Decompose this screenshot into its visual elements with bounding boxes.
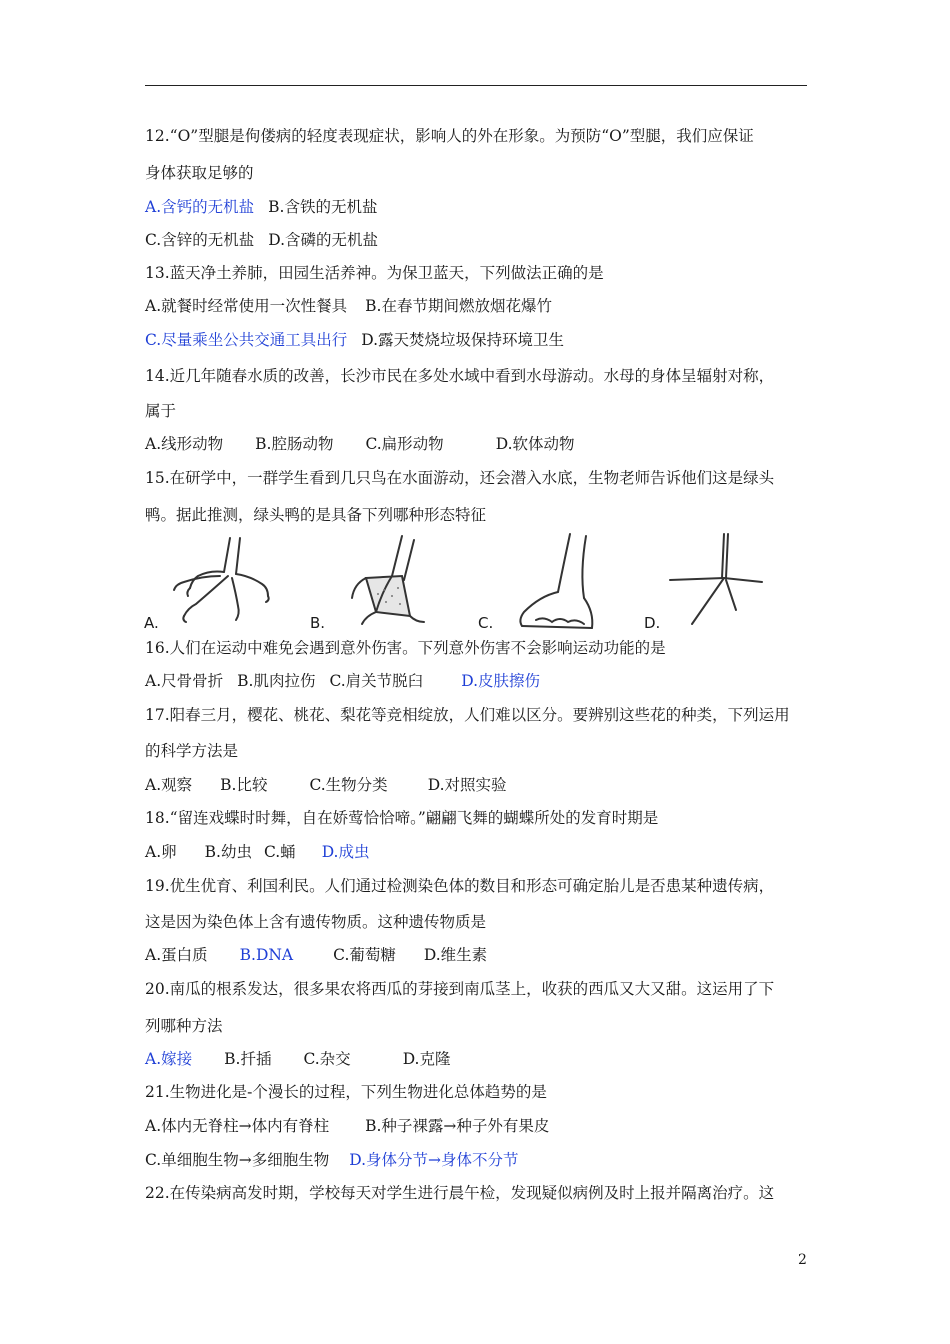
q19-options [145, 945, 487, 965]
wading-foot-drawing [640, 532, 780, 634]
q12-options-row1 [145, 197, 377, 217]
q14-options [145, 434, 575, 454]
q19-option-c: C.葡萄糖 [333, 946, 396, 964]
q20-stem-line1: 20.南瓜的根系发达，很多果农将西瓜的芽接到南瓜茎上，收获的西瓜又大又甜。这运用了下 [145, 980, 775, 998]
q16-option-d: D.皮肤擦伤 [461, 672, 541, 690]
bird-feet-figures [140, 532, 780, 634]
q14-option-b: B.腔肠动物 [255, 435, 334, 453]
q20-option-d: D.克隆 [402, 1050, 451, 1068]
q22-stem: 22.在传染病高发时期，学校每天对学生进行晨午检，发现疑似病例及时上报并隔离治疗。这 [145, 1184, 775, 1202]
q12-stem-line2: 身体获取足够的 [145, 164, 254, 182]
q14-option-c: C.扁形动物 [365, 435, 444, 453]
q16-option-a: A.尺骨骨折 [145, 672, 224, 690]
q20-stem-line2: 列哪种方法 [145, 1017, 223, 1035]
figure-c-label: C. [478, 614, 494, 632]
q19-option-d: D.维生素 [423, 946, 488, 964]
webbed-foot-drawing [306, 532, 446, 634]
q21-option-b: B.种子裸露→种子外有果皮 [365, 1117, 550, 1135]
q18-option-b: B.幼虫 [204, 843, 252, 861]
q13-stem: 13.蓝天净土养肺，田园生活养神。为保卫蓝天，下列做法正确的是 [145, 264, 604, 282]
q17-stem-line2: 的科学方法是 [145, 742, 239, 760]
q17-options [145, 775, 507, 795]
figure-a-talon [140, 532, 280, 634]
q19-option-a: A.蛋白质 [145, 946, 208, 964]
q13-option-d: D.露天焚烧垃圾保持环境卫生 [361, 331, 565, 349]
q12-option-b: B.含铁的无机盐 [268, 198, 378, 216]
q17-option-b: B.比较 [220, 776, 268, 794]
figure-d-label: D. [644, 614, 661, 632]
q19-option-b: B.DNA [239, 946, 294, 964]
page-number: 2 [798, 1252, 807, 1268]
q21-stem: 21.生物进化是-个漫长的过程，下列生物进化总体趋势的是 [145, 1083, 547, 1101]
q18-option-a: A.卵 [145, 843, 177, 861]
figure-c-scratching [474, 532, 614, 634]
figure-b-label: B. [310, 614, 326, 632]
q16-options [145, 671, 540, 691]
q14-option-d: D.软体动物 [495, 435, 575, 453]
q13-option-a: A.就餐时经常使用一次性餐具 [145, 297, 348, 315]
q12-option-d: D.含磷的无机盐 [268, 231, 379, 249]
q16-option-c: C.肩关节脱臼 [329, 672, 424, 690]
q13-option-c: C.尽量乘坐公共交通工具出行 [145, 331, 348, 349]
q13-option-b: B.在春节期间燃放烟花爆竹 [365, 297, 552, 315]
q21-option-c: C.单细胞生物→多细胞生物 [145, 1151, 330, 1169]
q16-option-b: B.肌肉拉伤 [237, 672, 316, 690]
q20-options [145, 1049, 451, 1069]
q13-options-row2 [145, 330, 564, 350]
q18-options [145, 842, 370, 862]
q17-option-c: C.生物分类 [309, 776, 388, 794]
q14-stem-line1: 14.近几年随春水质的改善，长沙市民在多处水域中看到水母游动。水母的身体呈辐射对称， [145, 367, 775, 385]
q18-option-c: C.蛹 [263, 843, 296, 861]
q21-option-a: A.体内无脊柱→体内有脊柱 [145, 1117, 330, 1135]
q19-stem-line1: 19.优生优育、利国利民。人们通过检测染色体的数目和形态可确定胎儿是否患某种遗传病， [145, 877, 775, 895]
talon-foot-drawing [140, 532, 280, 634]
q17-option-d: D.对照实验 [427, 776, 507, 794]
q13-options-row1 [145, 296, 552, 316]
figure-d-wading [640, 532, 780, 634]
q12-stem-line1: 12.“O”型腿是佝偻病的轻度表现症状，影响人的外在形象。为预防“O”型腿，我们应保证 [145, 127, 754, 145]
q21-options-row1 [145, 1116, 549, 1136]
q14-stem-line2: 属于 [145, 402, 177, 420]
q20-option-a: A.嫁接 [145, 1050, 193, 1068]
q12-option-c: C.含锌的无机盐 [145, 231, 255, 249]
q12-option-a: A.含钙的无机盐 [145, 198, 255, 216]
q12-options-row2 [145, 230, 378, 250]
q18-stem: 18.“留连戏蝶时时舞，自在娇莺恰恰啼。”翩翩飞舞的蝴蝶所处的发育时期是 [145, 809, 659, 827]
q20-option-c: C.杂交 [303, 1050, 351, 1068]
q15-stem-line2: 鸭。据此推测，绿头鸭的是具备下列哪种形态特征 [145, 506, 487, 524]
q14-option-a: A.线形动物 [145, 435, 224, 453]
q21-options-row2 [145, 1150, 519, 1170]
figure-b-webbed [306, 532, 446, 634]
q17-option-a: A.观察 [145, 776, 193, 794]
scratching-foot-drawing [474, 532, 614, 634]
figure-a-label: A. [144, 614, 159, 632]
q17-stem-line1: 17.阳春三月，樱花、桃花、梨花等竞相绽放，人们难以区分。要辨别这些花的种类，下列运用 [145, 706, 790, 724]
header-rule [145, 85, 807, 86]
q21-option-d: D.身体分节→身体不分节 [349, 1151, 519, 1169]
q16-stem: 16.人们在运动中难免会遇到意外伤害。下列意外伤害不会影响运动功能的是 [145, 639, 666, 657]
q15-stem-line1: 15.在研学中，一群学生看到几只鸟在水面游动，还会潜入水底，生物老师告诉他们这是绿头 [145, 469, 775, 487]
q19-stem-line2: 这是因为染色体上含有遗传物质。这种遗传物质是 [145, 913, 487, 931]
q18-option-d: D.成虫 [321, 843, 370, 861]
q20-option-b: B.扦插 [224, 1050, 272, 1068]
